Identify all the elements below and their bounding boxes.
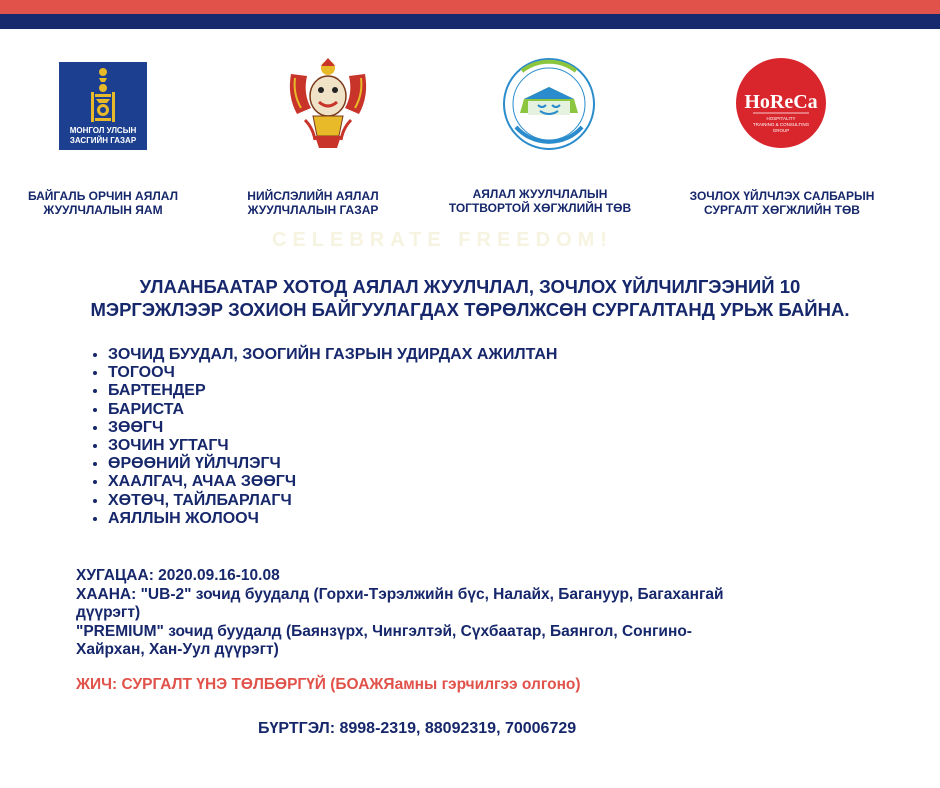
list-item: • БАРТЕНДЕР <box>108 382 557 400</box>
registration-contact: БҮРТГЭЛ: 8998-2319, 88092319, 70006729 <box>258 720 577 737</box>
top-navy-stripe <box>0 14 940 29</box>
list-item: • ӨРӨӨНИЙ ҮЙЛЧЛЭГЧ <box>108 455 557 473</box>
headline-line: МЭРГЭЖЛЭЭР ЗОХИОН БАЙГУУЛАГДАХ ТӨРӨЛЖСӨН СУРГАЛТАНД УРЬЖ БАЙНА. <box>90 299 850 320</box>
org-name-line: СУРГАЛТ ХӨГЖЛИЙН ТӨВ <box>704 203 860 217</box>
horeca-logo-text: HoReCa <box>744 91 818 113</box>
org-name-sustainable-center <box>440 187 640 215</box>
org-name-line: ТОГТВОРТОЙ ХӨГЖЛИЙН ТӨВ <box>448 201 632 215</box>
background-watermark: CELEBRATE FREEDOM! <box>272 229 613 251</box>
horeca-subtext-line3: GROUP <box>772 128 790 133</box>
page-headline <box>30 275 910 321</box>
list-item: • ЗӨӨГЧ <box>108 419 557 437</box>
emblem-text-line1: МОНГОЛ УЛСЫН <box>69 126 137 135</box>
location-text: Хайрхан, Хан-Уул дүүрэгт) <box>76 641 279 658</box>
horeca-circle-logo-icon <box>735 57 827 149</box>
org-name-ministry <box>3 189 203 217</box>
org-name-line: НИЙСЛЭЛИЙН АЯЛАЛ <box>247 189 379 203</box>
top-red-stripe <box>0 0 940 14</box>
duration-text: ХУГАЦАА: 2020.09.16-10.08 <box>76 567 280 584</box>
training-details <box>76 567 836 694</box>
org-name-training-center <box>680 189 884 217</box>
location-text: дүүрэгт) <box>76 604 141 621</box>
note-text: ЖИЧ: СУРГАЛТ ҮНЭ ТӨЛБӨРГҮЙ (БОАЖЯамны гэрчилгээ олгоно) <box>76 675 581 693</box>
horeca-subtext-line2: TRAINING & CONSULTING <box>752 122 810 127</box>
list-item: • ХӨТӨЧ, ТАЙЛБАРЛАГЧ <box>108 492 557 510</box>
positions-list <box>88 346 557 528</box>
list-item: • ЗОЧИД БУУДАЛ, ЗООГИЙН ГАЗРЫН УДИРДАХ АЖИЛТАН <box>108 346 557 364</box>
headline-line: УЛААНБААТАР ХОТОД АЯЛАЛ ЖУУЛЧЛАЛ, ЗОЧЛОХ ҮЙЛЧИЛГЭЭНИЙ 10 <box>139 276 801 297</box>
ger-round-seal-icon <box>502 57 596 151</box>
location-text: "PREMIUM" зочид буудалд (Баянзүрх, Чингэлтэй, Сүхбаатар, Баянгол, Сонгино- <box>76 622 692 640</box>
city-garuda-emblem-icon <box>283 56 373 150</box>
horeca-subtext-line1: HOSPITALITY <box>766 116 796 121</box>
org-name-line: ЖУУЛЧЛАЛЫН ГАЗАР <box>247 203 379 217</box>
list-item: • ТОГООЧ <box>108 364 557 382</box>
list-item: • ХААЛГАЧ, АЧАА ЗӨӨГЧ <box>108 473 557 491</box>
org-name-line: ЗОЧЛОХ ҮЙЛЧЛЭХ САЛБАРЫН <box>689 189 875 203</box>
org-name-line: БАЙГАЛЬ ОРЧИН АЯЛАЛ <box>27 189 179 203</box>
org-name-line: ЖУУЛЧЛАЛЫН ЯАМ <box>43 203 163 217</box>
list-item: • БАРИСТА <box>108 401 557 419</box>
list-item: • ЗОЧИН УГТАГЧ <box>108 437 557 455</box>
org-name-city-department <box>213 189 413 217</box>
location-text: ХААНА: "UB-2" зочид буудалд (Горхи-Тэрэлжийн бүс, Налайх, Багануур, Багахангай <box>76 585 724 603</box>
org-name-line: АЯЛАЛ ЖУУЛЧЛАЛЫН <box>472 187 608 201</box>
list-item: • АЯЛЛЫН ЖОЛООЧ <box>108 510 557 528</box>
government-emblem-icon <box>59 62 147 150</box>
emblem-text-line2: ЗАСГИЙН ГАЗАР <box>69 136 137 145</box>
